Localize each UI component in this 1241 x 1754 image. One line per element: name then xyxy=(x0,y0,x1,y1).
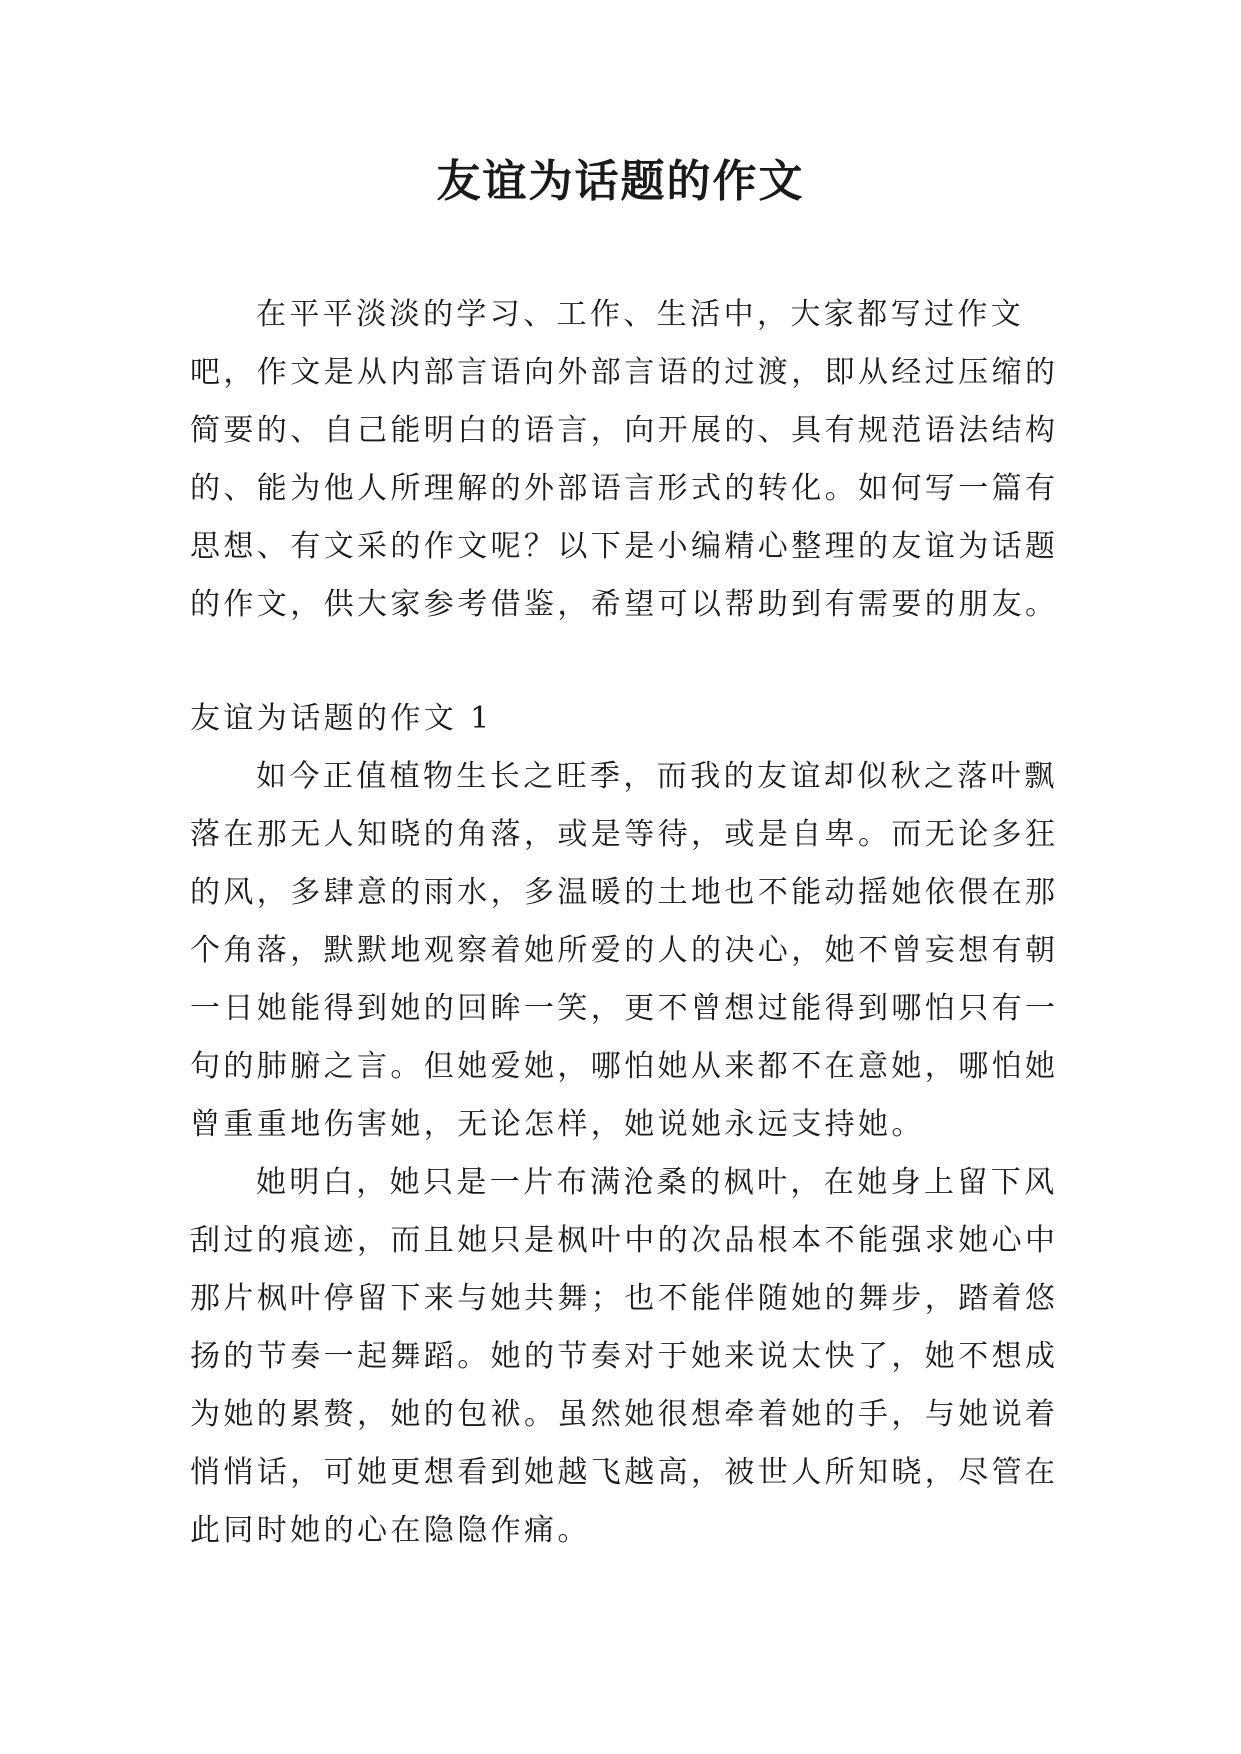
body-paragraph-2: 她明白，她只是一片布满沧桑的枫叶，在她身上留下风刮过的痕迹，而且她只是枫叶中的次品根本不能强求她心中那片枫叶停留下来与她共舞；也不能伴随她的舞步，踏着悠扬的节奏一起舞蹈。她的节奏对于她来说太快了，她不想成为她的累赘，她的包袱。虽然她很想牵着她的手，与她说着悄悄话，可她更想看到她越飞越高，被世人所知晓，尽管在此同时她的心在隐隐作痛。 xyxy=(190,1165,1059,1548)
intro-paragraph: 在平平淡淡的学习、工作、生活中，大家都写过作文吧，作文是从内部言语向外部言语的过渡，即从经过压缩的简要的、自己能明白的语言，向开展的、具有规范语法结构的、能为他人所理解的外部语言形式的转化。如何写一篇有思想、有文采的作文呢？以下是小编精心整理的友谊为话题的作文，供大家参考借鉴，希望可以帮助到有需要的朋友。 xyxy=(190,297,1059,622)
section-heading: 友谊为话题的作文 1 xyxy=(190,701,493,736)
body-paragraph-1: 如今正值植物生长之旺季，而我的友谊却似秋之落叶飘落在那无人知晓的角落，或是等待，或是自卑。而无论多狂的风，多肆意的雨水，多温暖的土地也不能动摇她依偎在那个角落，默默地观察着她所爱的人的决心，她不曾妄想有朝一日她能得到她的回眸一笑，更不曾想过能得到哪怕只有一句的肺腑之言。但她爱她，哪怕她从来都不在意她，哪怕她曾重重地伤害她，无论怎样，她说她永远支持她。 xyxy=(190,759,1059,1142)
document-body xyxy=(190,286,1060,1560)
document-title: 友谊为话题的作文 xyxy=(436,156,805,207)
